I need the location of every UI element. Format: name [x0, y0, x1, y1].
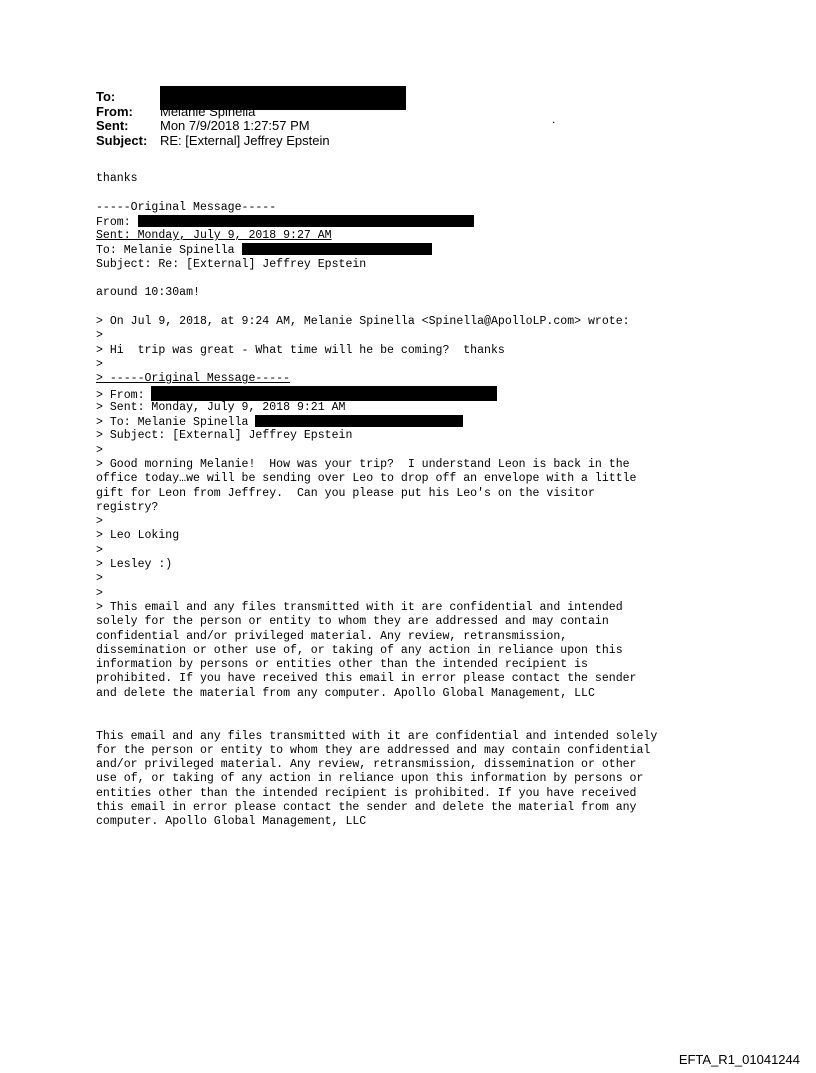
- quote-marker: >: [96, 572, 103, 586]
- quote-marker: >: [96, 515, 103, 529]
- stray-mark: .: [552, 112, 556, 126]
- quoted-disclaimer-line: dissemination or other use of, or taking of any action in reliance upon this: [96, 643, 623, 657]
- disclaimer-line: computer. Apollo Global Management, LLC: [96, 815, 367, 829]
- quoted-disclaimer-line: solely for the person or entity to whom they are addressed and may contain: [96, 615, 609, 629]
- disclaimer-line: and/or privileged material. Any review, retransmission, dissemination or other: [96, 758, 637, 772]
- to-row: [96, 90, 406, 105]
- quoted-reply: > Hi trip was great - What time will he be coming? thanks: [96, 343, 505, 357]
- document-id: EFTA_R1_01041244: [678, 1052, 800, 1067]
- to-label: To:: [96, 89, 116, 104]
- reply-text: thanks: [96, 172, 138, 185]
- from-value: Melanie Spinella: [160, 103, 256, 119]
- from-label: From:: [96, 103, 133, 119]
- email-header: [96, 90, 406, 148]
- quoted-disclaimer-line: > This email and any files transmitted with it are confidential and intended: [96, 600, 623, 614]
- sent-value: Mon 7/9/2018 1:27:57 PM: [160, 118, 310, 134]
- sent-row: [96, 119, 406, 134]
- subject-value: RE: [External] Jeffrey Epstein: [160, 132, 330, 148]
- subject-label: Subject:: [96, 132, 148, 148]
- disclaimer-line: entities other than the intended recipient is prohibited. If you have received: [96, 786, 637, 800]
- quoted-subject-line: > Subject: [External] Jeffrey Epstein: [96, 429, 353, 443]
- quoted-name: > Leo Loking: [96, 529, 180, 543]
- quoted-separator-text: > -----Original Message-----: [96, 372, 291, 386]
- original-from-line: [96, 215, 796, 229]
- original-to-line: [96, 243, 796, 257]
- quote-marker: >: [96, 543, 103, 557]
- original-sent-text: Sent: Monday, July 9, 2018 9:27 AM: [96, 229, 332, 243]
- original-from-label: From:: [96, 215, 131, 229]
- disclaimer-line: This email and any files transmitted with it are confidential and intended solely: [96, 729, 658, 743]
- redaction-bar: [255, 415, 463, 427]
- email-body: [96, 172, 796, 830]
- quote-marker: >: [96, 443, 103, 457]
- quoted-message-line: registry?: [96, 500, 159, 514]
- quoted-disclaimer-line: prohibited. If you have received this email in error please contact the sender: [96, 672, 637, 686]
- quoted-message-line: gift for Leon from Jeffrey. Can you please put his Leo's on the visitor: [96, 486, 595, 500]
- quoted-message-line: > Good morning Melanie! How was your trip? I understand Leon is back in the: [96, 457, 630, 471]
- quoted-to-text: > To: Melanie Spinella: [96, 416, 249, 430]
- quoted-signature: > Lesley :): [96, 558, 173, 572]
- sent-label: Sent:: [96, 118, 129, 134]
- quoted-message-line: office today…we will be sending over Leo to drop off an envelope with a little: [96, 472, 637, 486]
- original-sent-line: [96, 229, 796, 243]
- quoted-disclaimer-line: information by persons or entities other than the intended recipient is: [96, 658, 588, 672]
- disclaimer-line: this email in error please contact the sender and delete the material from any: [96, 801, 637, 815]
- quote-marker: >: [96, 329, 103, 343]
- quoted-disclaimer-line: and delete the material from any computer. Apollo Global Management, LLC: [96, 686, 595, 700]
- quoted-sent-line: > Sent: Monday, July 9, 2018 9:21 AM: [96, 400, 346, 414]
- quote-marker: >: [96, 586, 103, 600]
- redaction-bar: [151, 386, 497, 401]
- quoted-separator: [96, 372, 796, 386]
- subject-row: [96, 134, 406, 149]
- quoted-to-line: [96, 415, 796, 429]
- quoted-attribution: > On Jul 9, 2018, at 9:24 AM, Melanie Spinella <Spinella@ApolloLP.com> wrote:: [96, 314, 630, 328]
- quote-marker: >: [96, 357, 103, 371]
- quoted-from-line: [96, 386, 796, 403]
- quoted-from-label: > From:: [96, 389, 145, 403]
- redaction-bar: [242, 243, 432, 255]
- redaction-bar: [138, 215, 474, 227]
- original-to-text: To: Melanie Spinella: [96, 244, 235, 258]
- message-text: around 10:30am!: [96, 286, 200, 300]
- disclaimer-line: use of, or taking of any action in reliance upon this information by persons or: [96, 772, 644, 786]
- original-subject-line: Subject: Re: [External] Jeffrey Epstein: [96, 257, 367, 271]
- original-message-separator: -----Original Message-----: [96, 200, 277, 214]
- disclaimer-line: for the person or entity to whom they are addressed and may contain confidential: [96, 743, 651, 757]
- quoted-disclaimer-line: confidential and/or privileged material. Any review, retransmission,: [96, 629, 568, 643]
